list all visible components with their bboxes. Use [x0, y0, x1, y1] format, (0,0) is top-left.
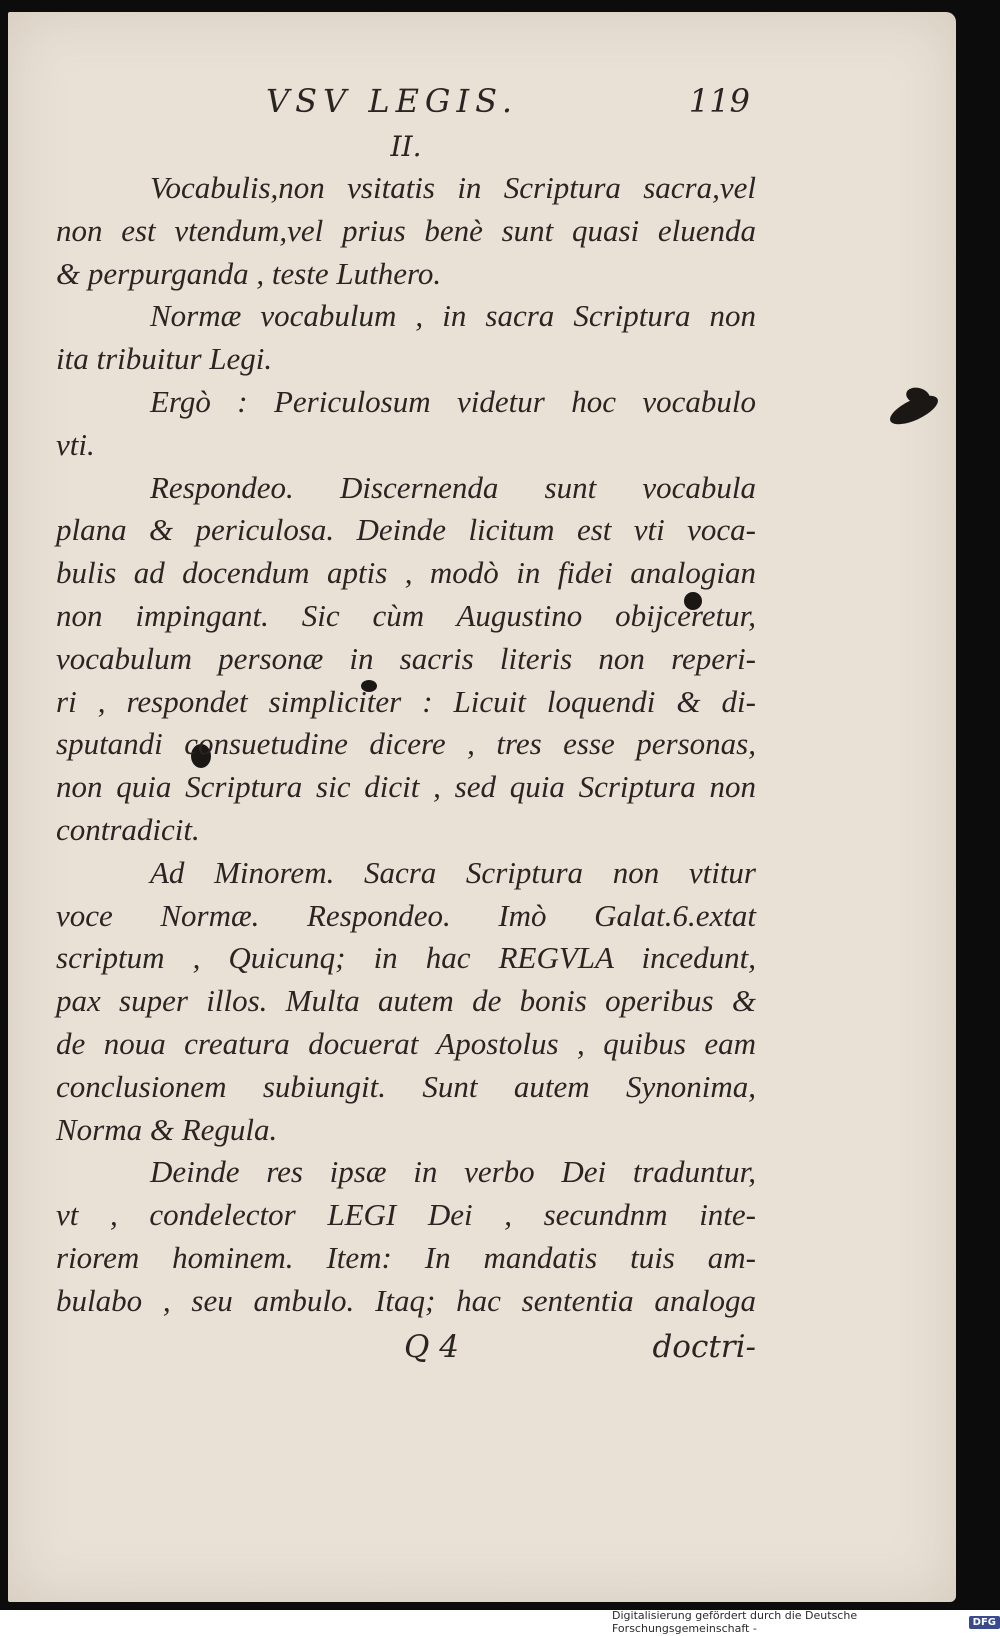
- text-line: Vocabulis,non vsitatis in Scriptura sacra,vel: [150, 170, 756, 205]
- text-line: Deinde res ipsæ in verbo Dei traduntur,: [150, 1154, 756, 1190]
- text-line: Normæ vocabulum , in sacra Scriptura non: [150, 298, 756, 334]
- text-line: Respondeo. Discernenda sunt vocabula: [150, 469, 756, 505]
- text-line: vt , condelector LEGI Dei , secundnm inte-: [56, 1197, 756, 1233]
- text-line: vocabulum personæ in sacris literis non reperi-: [56, 640, 756, 676]
- text-line: scriptum , Quicunq; in hac REGVLA incedunt,: [56, 940, 756, 976]
- section-number: II.: [390, 130, 422, 163]
- page-footer: [56, 1329, 756, 1373]
- running-head: VSV LEGIS.: [266, 82, 519, 120]
- text-line: contradicit.: [56, 811, 200, 847]
- text-line: non impingant. Sic cùm Augustino obijceretur,: [56, 597, 756, 633]
- text-line: de noua creatura docuerat Apostolus , quibus eam: [56, 1025, 756, 1061]
- text-line: voce Normæ. Respondeo. Imò Galat.6.extat: [56, 897, 756, 933]
- text-line: ita tribuitur Legi.: [56, 341, 273, 377]
- text-line: riorem hominem. Item: In mandatis tuis am-: [56, 1239, 756, 1275]
- text-line: ri , respondet simpliciter : Licuit loquendi & di-: [56, 683, 756, 719]
- text-line: bulis ad docendum aptis , modò in fidei analogian: [56, 555, 756, 591]
- text-line: Norma & Regula.: [56, 1111, 278, 1147]
- page-number: 119: [688, 82, 750, 120]
- text-line: non est vtendum,vel prius benè sunt quasi eluenda: [56, 212, 756, 248]
- text-line: Ad Minorem. Sacra Scriptura non vtitur: [150, 854, 756, 890]
- text-line: vti.: [56, 426, 95, 462]
- text-line: Ergò : Periculosum videtur hoc vocabulo: [150, 383, 756, 419]
- page-header: [56, 82, 756, 122]
- text-line: conclusionem subiungit. Sunt autem Synonima,: [56, 1068, 756, 1104]
- text-line: & perpurganda , teste Luthero.: [56, 255, 442, 291]
- signature-mark: Q 4: [404, 1328, 459, 1365]
- text-line: pax super illos. Multa autem de bonis operibus &: [56, 983, 756, 1019]
- book-page: [8, 12, 956, 1602]
- attribution-bar: [612, 1609, 1000, 1635]
- dfg-logo: DFG: [969, 1616, 1000, 1629]
- text-line: plana & periculosa. Deinde licitum est vti voca-: [56, 512, 756, 548]
- text-line: sputandi consuetudine dicere , tres esse personas,: [56, 726, 756, 762]
- text-line: bulabo , seu ambulo. Itaq; hac sententia analoga: [56, 1282, 756, 1318]
- text-block: [56, 82, 756, 1373]
- text-line: non quia Scriptura sic dicit , sed quia Scriptura non: [56, 769, 756, 805]
- attribution-text: Digitalisierung gefördert durch die Deutsche Forschungsgemeinschaft -: [612, 1609, 858, 1635]
- catchword: doctri-: [652, 1328, 756, 1365]
